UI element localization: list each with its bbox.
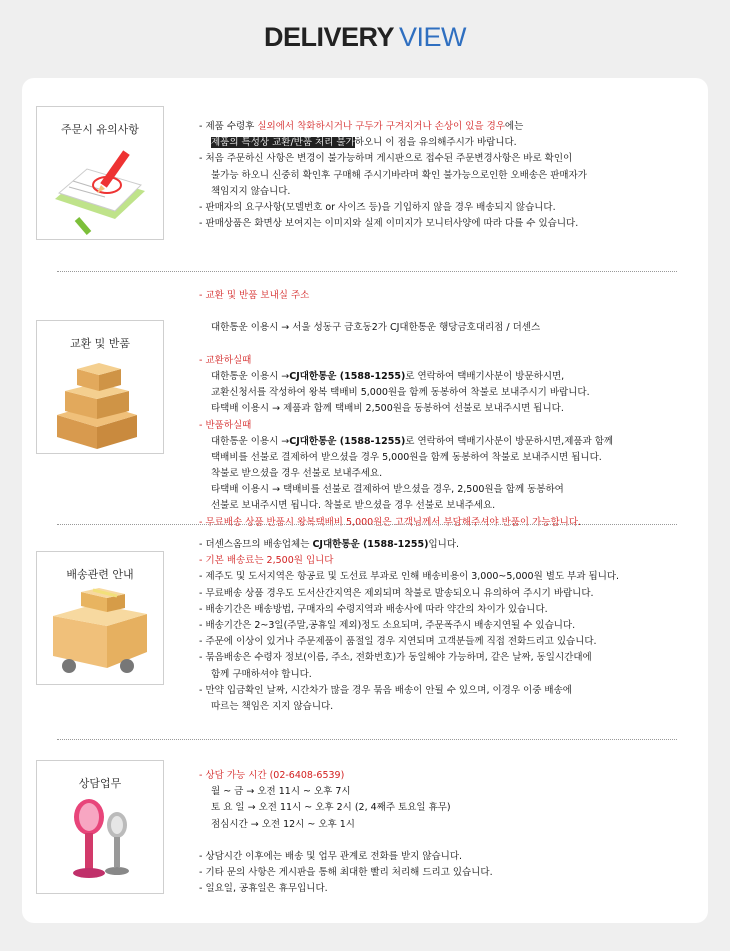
text-line bbox=[199, 135, 587, 151]
text-line bbox=[199, 353, 613, 369]
text-fragment: CJ대한통운 (1588-1255) bbox=[289, 370, 406, 382]
divider bbox=[57, 739, 677, 740]
line-spacer bbox=[199, 337, 613, 353]
text-fragment: 선불로 보내주시면 됩니다. 착불로 받으셨을 경우 선불로 보내주세요. bbox=[211, 500, 496, 512]
notebook-pencil-icon bbox=[37, 141, 163, 237]
text-fragment: - 상담시간 이후에는 배송 및 업무 관계로 전화를 받지 않습니다. bbox=[199, 850, 463, 862]
text-line bbox=[199, 498, 613, 514]
delivery-info-text bbox=[199, 537, 619, 715]
text-line bbox=[199, 200, 587, 216]
text-line bbox=[199, 216, 587, 232]
text-line bbox=[199, 602, 619, 618]
text-line bbox=[199, 482, 613, 498]
text-fragment: - 반품하실때 bbox=[199, 419, 252, 431]
text-fragment: 함께 구매하셔야 합니다. bbox=[211, 668, 312, 680]
order-notice-text bbox=[199, 119, 587, 232]
divider bbox=[57, 524, 677, 525]
text-fragment: - 기본 배송료는 2,500원 입니다 bbox=[199, 555, 334, 567]
text-fragment: 책임지지 않습니다. bbox=[211, 185, 291, 197]
text-fragment: - 판매상품은 화면상 보여지는 이미지와 실제 이미지가 모니터사양에 따라 다를 수 있습니다. bbox=[199, 218, 579, 230]
microphone-icon bbox=[37, 795, 163, 891]
text-fragment: 로 연락하여 택배기사분이 방문하시면,제품과 함께 bbox=[405, 435, 614, 447]
text-fragment: 실외에서 착화하시거나 구두가 구겨지거나 손상이 있을 경우 bbox=[257, 121, 505, 132]
section-label: 배송관련 안내 bbox=[66, 568, 134, 581]
text-fragment: 토 요 일 → 오전 11시 ~ 오후 2시 (2, 4째주 토요일 휴무) bbox=[211, 802, 451, 814]
consult-text bbox=[199, 768, 493, 898]
text-fragment: - 교환 및 반품 보내실 주소 bbox=[199, 290, 310, 301]
text-fragment: 제품의 특성상 교환/반품 처리 불가 bbox=[211, 137, 355, 149]
consult-label-box bbox=[36, 760, 164, 894]
text-fragment: 로 연락하여 택배기사분이 방문하시면, bbox=[405, 370, 565, 382]
text-fragment: 불가능 하오니 신중히 확인후 구매해 주시기바라며 확인 불가능으로인한 오배송은 판매자가 bbox=[211, 169, 587, 181]
text-line bbox=[199, 515, 613, 531]
text-fragment: CJ대한통운 (1588-1255) bbox=[289, 435, 406, 447]
text-fragment: - 처음 주문하신 사항은 변경이 불가능하며 게시판으로 접수된 주문변경사항은 바로 확인이 bbox=[199, 153, 573, 165]
text-line bbox=[199, 537, 619, 553]
text-fragment: - 묶음배송은 수령자 정보(이름, 주소, 전화번호)가 동일해야 가능하며, 같은 날짜, 동일시간대에 bbox=[199, 652, 592, 664]
text-line bbox=[199, 699, 619, 715]
text-fragment: 택배비를 선불로 결제하여 받으셨을 경우 5,000원을 함께 동봉하여 착불로 보내주시면 됩니다. bbox=[211, 451, 602, 463]
text-line bbox=[199, 553, 619, 569]
text-line bbox=[199, 817, 493, 833]
section-label: 교환 및 반품 bbox=[69, 337, 131, 350]
text-fragment: - 배송기간은 배송방법, 구매자의 수령지역과 배송사에 따라 약간의 차이가 있습니다. bbox=[199, 603, 548, 615]
text-fragment: 월 ~ 금 → 오전 11시 ~ 오후 7시 bbox=[211, 786, 351, 798]
text-line bbox=[199, 369, 613, 385]
text-fragment: - 일요일, 공휴일은 휴무입니다. bbox=[199, 883, 328, 895]
text-fragment: 교환신청서를 작성하여 왕복 택배비 5,000원을 함께 동봉하여 착불로 보내주시기 바랍니다. bbox=[211, 387, 590, 399]
text-fragment: 타택배 이용시 → 제품과 함께 택배비 2,500원을 동봉하여 선불로 보내주시면 됩니다. bbox=[211, 403, 564, 415]
title-bold: DELIVERY bbox=[263, 22, 394, 52]
text-line bbox=[199, 667, 619, 683]
text-fragment: 대한통운 이용시 → bbox=[211, 435, 290, 447]
text-line bbox=[199, 466, 613, 482]
text-line bbox=[199, 865, 493, 881]
section-label: 상담업무 bbox=[78, 777, 122, 790]
text-line bbox=[199, 385, 613, 401]
text-line bbox=[199, 586, 619, 602]
text-line bbox=[199, 184, 587, 200]
text-line bbox=[199, 450, 613, 466]
text-fragment: - 판매자의 요구사항(모델번호 or 사이즈 등)을 기입하지 않을 경우 배송되지 않습니다. bbox=[199, 201, 556, 213]
delivery-info-label-box bbox=[36, 551, 164, 685]
text-line bbox=[199, 618, 619, 634]
text-fragment: CJ대한통운 (1588-1255) bbox=[312, 539, 429, 550]
text-fragment: 점심시간 → 오전 12시 ~ 오후 1시 bbox=[211, 818, 355, 830]
text-fragment: 대한통운 이용시 → bbox=[211, 370, 290, 382]
text-line bbox=[199, 683, 619, 699]
text-fragment: 타택배 이용시 → 택배비를 선불로 결제하여 받으셨을 경우, 2,500원을 함께 동봉하여 bbox=[211, 484, 564, 496]
text-fragment: 입니다. bbox=[428, 539, 460, 550]
text-line bbox=[199, 634, 619, 650]
title-light: VIEW bbox=[399, 22, 467, 52]
line-spacer bbox=[199, 304, 613, 320]
page-title bbox=[0, 22, 730, 53]
text-fragment: - 무료배송 상품 경우도 도서산간지역은 제외되며 착불로 발송되오니 유의하여 주시기 바랍니다. bbox=[199, 587, 594, 599]
text-fragment: 하오니 이 점을 유의해주시가 바랍니다. bbox=[354, 137, 517, 149]
text-line bbox=[199, 320, 613, 336]
section-label: 주문시 유의사항 bbox=[61, 123, 139, 136]
text-line bbox=[199, 650, 619, 666]
text-fragment: - 만약 입금확인 날짜, 시간차가 많을 경우 묶음 배송이 안될 수 있으며, 이경우 이중 배송에 bbox=[199, 684, 572, 696]
text-line bbox=[199, 768, 493, 784]
text-line bbox=[199, 784, 493, 800]
text-line bbox=[199, 401, 613, 417]
text-line bbox=[199, 168, 587, 184]
order-notice-label-box bbox=[36, 106, 164, 240]
text-fragment: 대한통운 이용시 → 서울 성동구 금호동2가 CJ대한통운 행당금호대리점 / 더센스 bbox=[211, 322, 541, 334]
text-fragment: - 상담 가능 시간 (02-6408-6539) bbox=[199, 770, 345, 781]
text-fragment: 따르는 책임은 지지 않습니다. bbox=[211, 700, 334, 712]
text-line bbox=[199, 800, 493, 816]
text-fragment: - 기타 문의 사항은 게시판을 통해 최대한 빨리 처리해 드리고 있습니다. bbox=[199, 867, 493, 879]
text-line bbox=[199, 569, 619, 585]
divider bbox=[57, 271, 677, 272]
line-spacer bbox=[199, 833, 493, 849]
text-fragment: - 교환하실때 bbox=[199, 354, 252, 366]
text-line bbox=[199, 849, 493, 865]
text-line bbox=[199, 288, 613, 304]
text-line bbox=[199, 881, 493, 897]
text-fragment: - 제주도 및 도서지역은 항공료 및 도선료 부과로 인해 배송비용이 3,000~5,000원 별도 부과 됩니다. bbox=[199, 571, 620, 583]
text-line bbox=[199, 434, 613, 450]
text-line bbox=[199, 119, 587, 135]
text-fragment: - 더센스옴므의 배송업체는 bbox=[199, 539, 313, 550]
delivery-truck-icon bbox=[37, 586, 163, 682]
text-fragment: 에는 bbox=[504, 121, 524, 132]
text-fragment: - 무료배송 상품 반품시 왕복택배비 5,000원은 고객님께서 부담해주셔야 반품이 가능합니다. bbox=[199, 516, 582, 528]
text-line bbox=[199, 418, 613, 434]
text-fragment: - 주문에 이상이 있거나 주문제품이 품절일 경우 지연되며 고객분들께 직접 전화드리고 있습니다. bbox=[199, 636, 597, 648]
box-stack-icon bbox=[37, 355, 163, 451]
exchange-return-label-box bbox=[36, 320, 164, 454]
exchange-return-text bbox=[199, 288, 613, 531]
text-line bbox=[199, 151, 587, 167]
text-fragment: - 제품 수령후 bbox=[199, 121, 258, 132]
text-fragment: 착불로 받으셨을 경우 선불로 보내주세요. bbox=[211, 468, 383, 480]
text-fragment: - 배송기간은 2~3일(주말,공휴일 제외)정도 소요되며, 주문폭주시 배송지연될 수 있습니다. bbox=[199, 619, 576, 631]
